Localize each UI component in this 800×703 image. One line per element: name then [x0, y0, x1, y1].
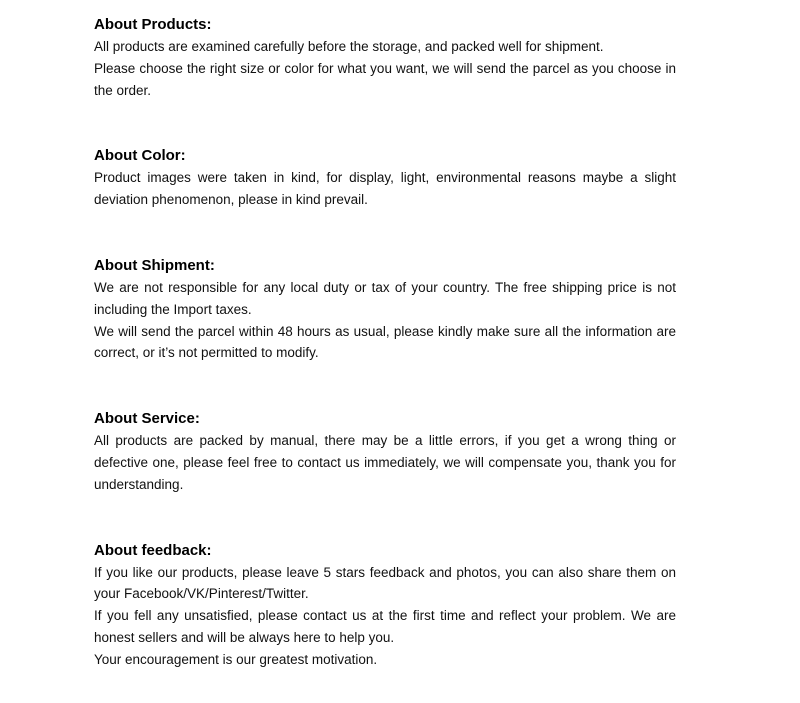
section-paragraph: We are not responsible for any local duty or tax of your country. The free shipping price is not including the Import taxes. — [94, 279, 676, 317]
section-paragraph: All products are examined carefully before the storage, and packed well for shipment. — [94, 39, 604, 54]
section-color — [94, 145, 676, 211]
section-paragraph: All products are packed by manual, there may be a little errors, if you get a wrong thing or defective one, please feel free to contact us immediately, we will compensate you, thank you for understanding. — [94, 433, 676, 492]
section-paragraph: Your encouragement is our greatest motivation. — [94, 651, 378, 667]
section-paragraph: Please choose the right size or color for what you want, we will send the parcel as you choose in the order. — [94, 60, 676, 98]
policy-document — [94, 14, 676, 671]
section-products — [94, 14, 676, 101]
section-heading: About Service: — [94, 410, 200, 428]
section-paragraph: We will send the parcel within 48 hours as usual, please kindly make sure all the information are correct, or it’s not permitted to modify. — [94, 323, 676, 361]
section-heading: About Products: — [94, 16, 212, 33]
section-paragraph: Product images were taken in kind, for display, light, environmental reasons maybe a slight deviation phenomenon, please in kind prevail. — [94, 170, 676, 208]
section-heading: About feedback: — [94, 541, 212, 559]
section-heading: About Shipment: — [94, 256, 215, 274]
section-heading: About Color: — [94, 147, 186, 165]
section-shipment — [94, 255, 676, 364]
section-paragraph: If you like our products, please leave 5 stars feedback and photos, you can also share them on your Facebook/VK/Pinterest/Twitter. — [94, 564, 676, 602]
section-paragraph: If you fell any unsatisfied, please contact us at the first time and reflect your problem. We are honest sellers and will be always here to help you. — [94, 608, 676, 645]
section-feedback — [94, 540, 676, 671]
section-service — [94, 408, 676, 495]
